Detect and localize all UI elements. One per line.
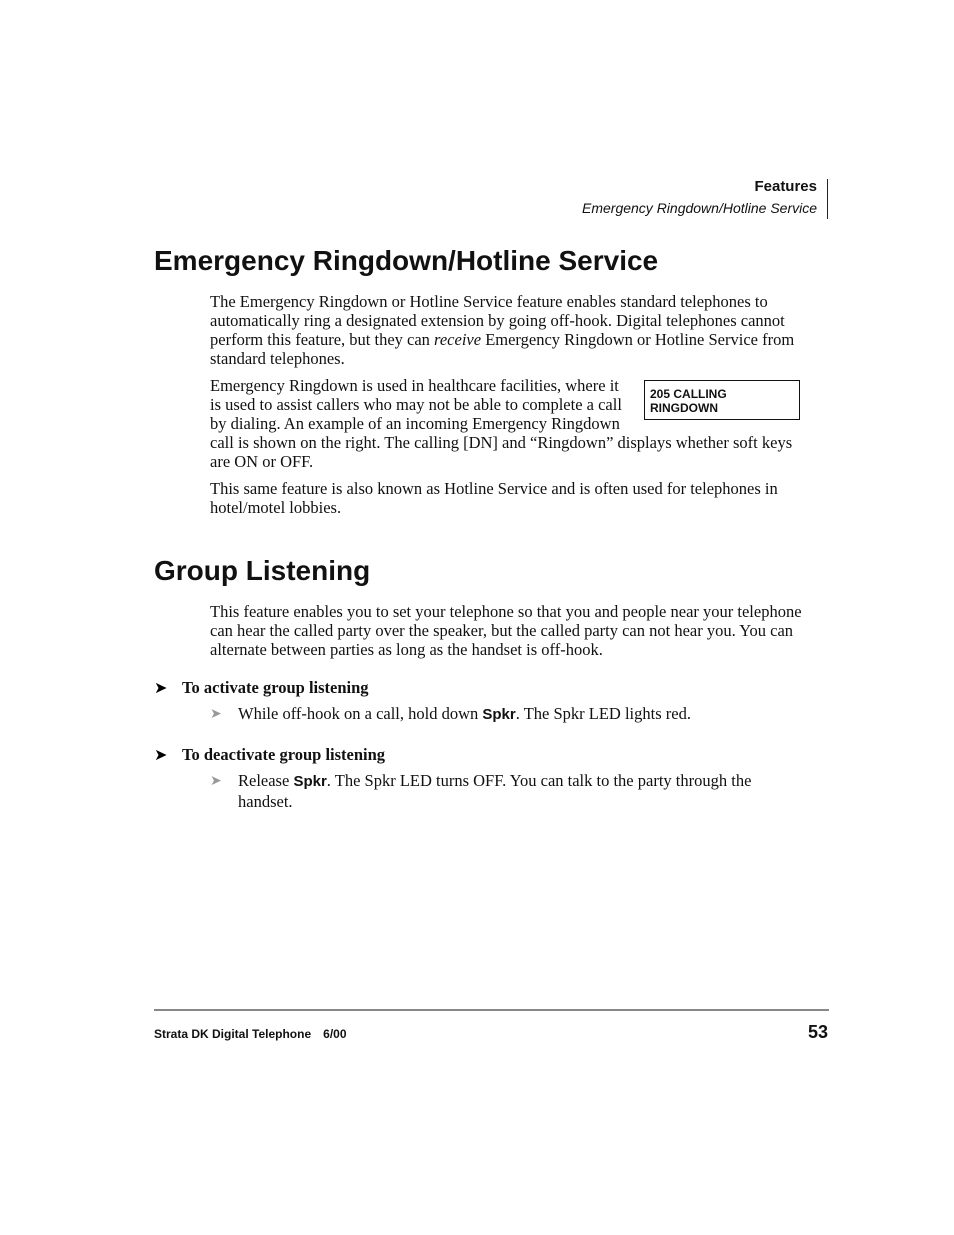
header-section: Features [754, 178, 817, 195]
footer-product: Strata DK Digital Telephone [154, 1027, 312, 1041]
procedure-heading-deactivate: To deactivate group listening [182, 745, 386, 764]
display-line-1: 205 CALLING [650, 387, 727, 401]
emergency-para2-line-1: Emergency Ringdown is used in healthcare facilities, where it [210, 376, 619, 395]
section-title-group-listening: Group Listening [154, 555, 371, 586]
step-arrow-icon: ➤ [210, 773, 222, 789]
header-subsection: Emergency Ringdown/Hotline Service [582, 200, 817, 216]
emergency-para1-text-b: Emergency Ringdown or Hotline Service from standard telephones. [210, 330, 795, 368]
step-arrow-icon: ➤ [210, 706, 222, 722]
step-deactivate-text-after: . The Spkr LED turns OFF. You can talk to the party through the handset. [238, 771, 752, 811]
step-activate-text-before: While off-hook on a call, hold down [238, 704, 483, 723]
section-title-emergency: Emergency Ringdown/Hotline Service [154, 245, 659, 276]
emergency-para2-rest: call is shown on the right. The calling [DN] and “Ringdown” displays whether soft keys are ON or OFF. [210, 433, 793, 471]
step-activate-text-after: . The Spkr LED lights red. [515, 704, 691, 723]
emergency-para2-line-2: is used to assist callers who may not be able to complete a call [210, 395, 622, 414]
spkr-key-label: Spkr [482, 706, 516, 723]
footer-date: 6/00 [323, 1027, 347, 1041]
step-deactivate [238, 771, 798, 812]
emergency-para1-text-a: The Emergency Ringdown or Hotline Service feature enables standard telephones to automatically ring a designated extension by going off-hook. Digital telephones cannot perform this feature, but they can [210, 292, 785, 349]
emergency-paragraph-3: This same feature is also known as Hotline Service and is often used for telephones in hotel/motel lobbies. [210, 479, 778, 517]
footer-rule [154, 1009, 829, 1011]
footer-title [154, 1025, 347, 1043]
emergency-para1-emphasis: receive [434, 330, 482, 349]
page-number: 53 [807, 1022, 828, 1042]
procedure-arrow-icon: ➤ [154, 678, 168, 697]
procedure-arrow-icon: ➤ [154, 745, 168, 764]
emergency-para2-line-3: by dialing. An example of an incoming Emergency Ringdown [210, 414, 620, 433]
step-deactivate-text-before: Release [238, 771, 294, 790]
display-line-2: RINGDOWN [650, 401, 718, 415]
group-paragraph-1: This feature enables you to set your telephone so that you and people near your telephone can hear the called party over the speaker, but the called party can not hear you. You can alternate between parties as long as the handset is off-hook. [210, 602, 802, 659]
running-header [582, 177, 817, 219]
header-rule [827, 179, 828, 219]
procedure-heading-activate: To activate group listening [182, 678, 369, 697]
emergency-paragraph-1 [210, 292, 810, 368]
step-activate [238, 704, 808, 725]
spkr-key-label: Spkr [293, 773, 327, 790]
lcd-display-example [644, 380, 800, 420]
